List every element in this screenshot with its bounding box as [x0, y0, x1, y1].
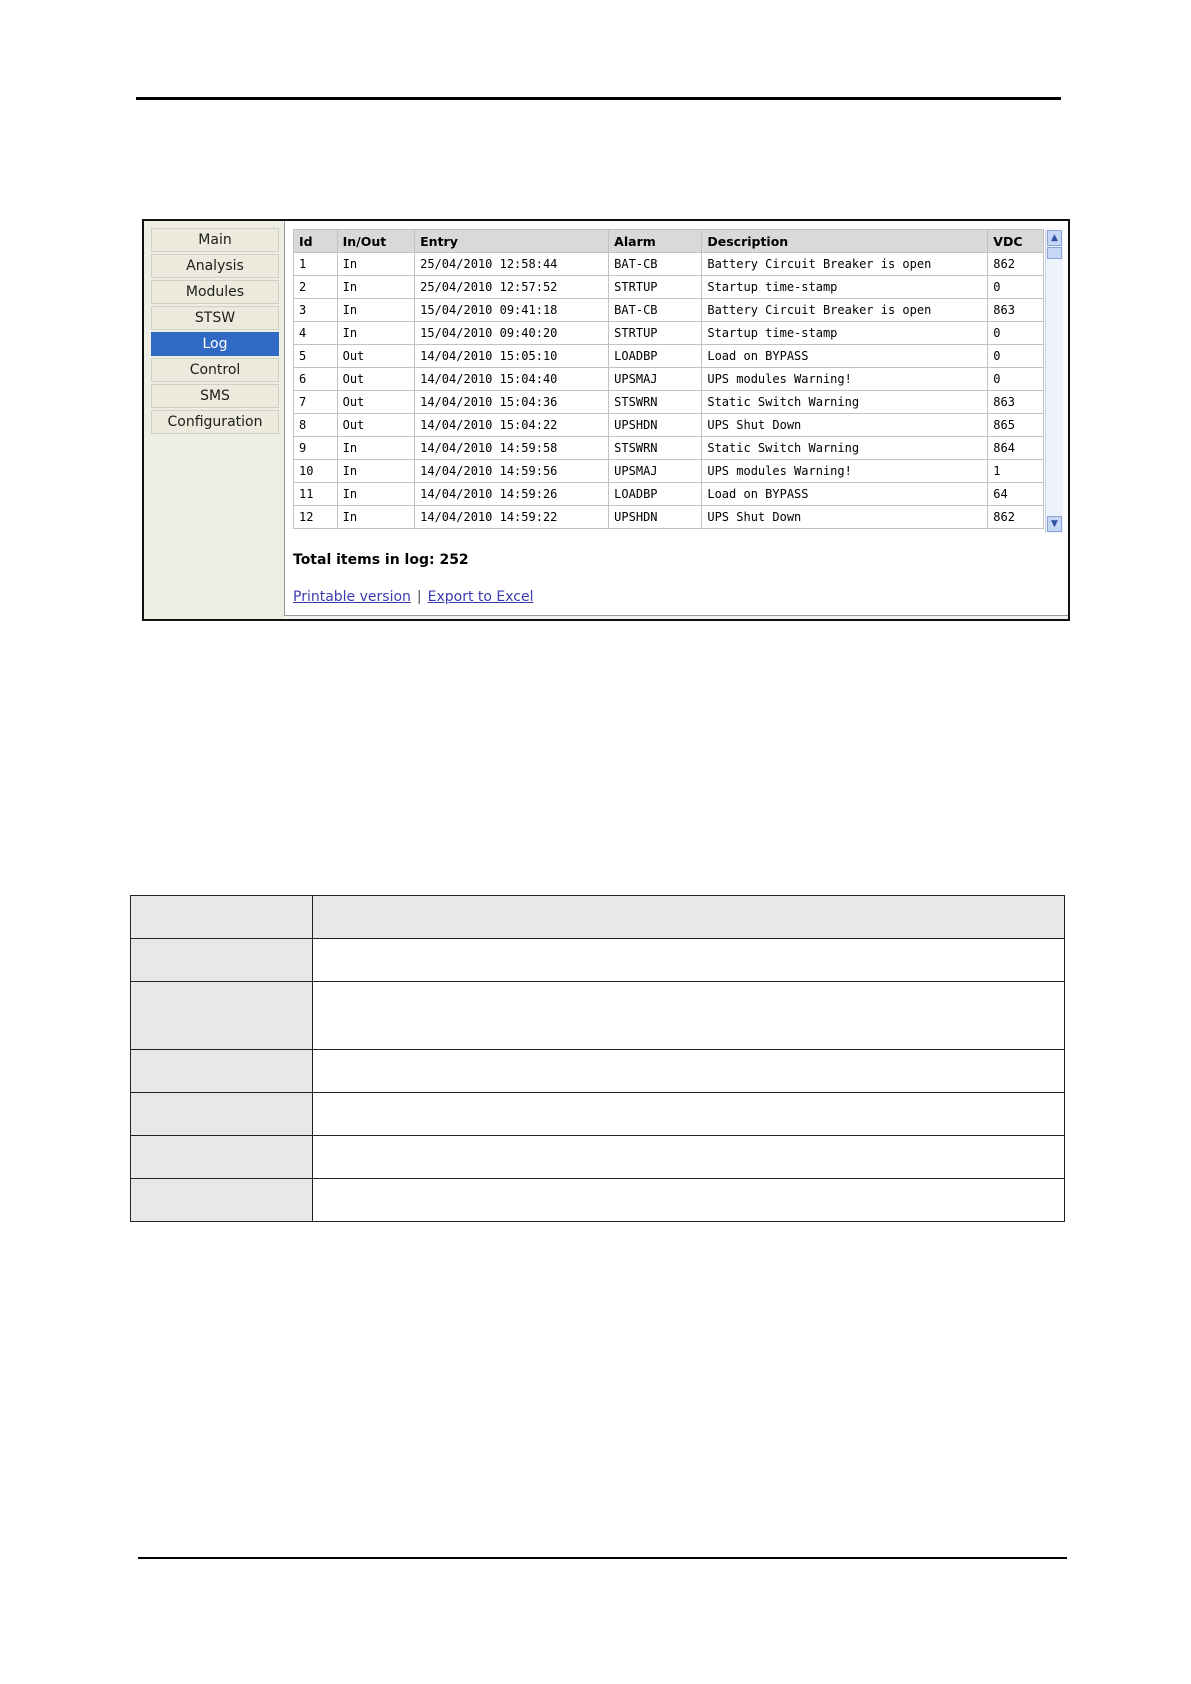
reference-table [130, 895, 1065, 1222]
cell-inout: Out [337, 414, 415, 437]
cell-description: UPS Shut Down [702, 414, 988, 437]
ups-web-interface-screenshot [142, 219, 1070, 621]
reference-cell [131, 1093, 313, 1136]
log-row[interactable] [294, 322, 1044, 345]
cell-description: Startup time-stamp [702, 322, 988, 345]
cell-id: 8 [294, 414, 338, 437]
cell-alarm: STRTUP [609, 276, 702, 299]
nav-item-analysis[interactable]: Analysis [151, 254, 279, 278]
cell-entry: 25/04/2010 12:58:44 [415, 253, 609, 276]
reference-cell [313, 896, 1065, 939]
scroll-thumb[interactable] [1047, 247, 1062, 259]
log-scrollbar[interactable] [1045, 230, 1063, 533]
log-row[interactable] [294, 253, 1044, 276]
cell-inout: Out [337, 345, 415, 368]
cell-vdc: 864 [988, 437, 1044, 460]
cell-id: 3 [294, 299, 338, 322]
nav-item-sms[interactable]: SMS [151, 384, 279, 408]
cell-vdc: 0 [988, 322, 1044, 345]
reference-cell [313, 1093, 1065, 1136]
cell-inout: In [337, 299, 415, 322]
cell-inout: In [337, 506, 415, 529]
cell-inout: In [337, 322, 415, 345]
cell-id: 10 [294, 460, 338, 483]
reference-table-header [131, 896, 1065, 939]
cell-inout: Out [337, 391, 415, 414]
log-row[interactable] [294, 414, 1044, 437]
reference-cell [313, 939, 1065, 982]
reference-cell [313, 1136, 1065, 1179]
cell-description: Battery Circuit Breaker is open [702, 299, 988, 322]
cell-alarm: UPSHDN [609, 506, 702, 529]
log-row[interactable] [294, 506, 1044, 529]
nav-item-log[interactable]: Log [151, 332, 279, 356]
cell-alarm: LOADBP [609, 483, 702, 506]
col-header-id[interactable]: Id [294, 230, 338, 253]
log-row[interactable] [294, 391, 1044, 414]
reference-cell [131, 982, 313, 1050]
cell-vdc: 863 [988, 391, 1044, 414]
col-header-entry[interactable]: Entry [415, 230, 609, 253]
cell-inout: Out [337, 368, 415, 391]
cell-id: 7 [294, 391, 338, 414]
cell-inout: In [337, 483, 415, 506]
nav-item-control[interactable]: Control [151, 358, 279, 382]
log-row[interactable] [294, 276, 1044, 299]
cell-id: 11 [294, 483, 338, 506]
cell-description: Static Switch Warning [702, 391, 988, 414]
log-row[interactable] [294, 368, 1044, 391]
cell-description: Startup time-stamp [702, 276, 988, 299]
cell-inout: In [337, 460, 415, 483]
reference-cell [131, 1050, 313, 1093]
reference-cell [313, 1050, 1065, 1093]
reference-table-row [131, 1179, 1065, 1222]
log-total-count: Total items in log: 252 [293, 552, 469, 568]
log-table-viewport [144, 221, 1044, 529]
cell-vdc: 0 [988, 345, 1044, 368]
cell-entry: 25/04/2010 12:57:52 [415, 276, 609, 299]
log-links [293, 589, 534, 605]
cell-description: UPS modules Warning! [702, 460, 988, 483]
status-bar [284, 615, 1070, 620]
cell-entry: 14/04/2010 14:59:22 [415, 506, 609, 529]
cell-alarm: UPSMAJ [609, 460, 702, 483]
nav-item-stsw[interactable]: STSW [151, 306, 279, 330]
cell-alarm: STSWRN [609, 437, 702, 460]
log-table-body [294, 253, 1044, 529]
cell-entry: 14/04/2010 15:04:36 [415, 391, 609, 414]
cell-entry: 14/04/2010 15:04:22 [415, 414, 609, 437]
reference-cell [131, 1136, 313, 1179]
col-header-inout[interactable]: In/Out [337, 230, 415, 253]
cell-id: 12 [294, 506, 338, 529]
cell-entry: 15/04/2010 09:40:20 [415, 322, 609, 345]
col-header-alarm[interactable]: Alarm [609, 230, 702, 253]
cell-id: 5 [294, 345, 338, 368]
cell-inout: In [337, 276, 415, 299]
cell-vdc: 1 [988, 460, 1044, 483]
header-rule [136, 97, 1061, 100]
log-row[interactable] [294, 437, 1044, 460]
col-header-vdc[interactable]: VDC [988, 230, 1044, 253]
log-table [293, 229, 1044, 529]
reference-table-row [131, 939, 1065, 982]
reference-cell [313, 982, 1065, 1050]
cell-entry: 14/04/2010 14:59:56 [415, 460, 609, 483]
reference-cell [131, 939, 313, 982]
nav-item-configuration[interactable]: Configuration [151, 410, 279, 434]
cell-description: Load on BYPASS [702, 483, 988, 506]
cell-vdc: 0 [988, 276, 1044, 299]
scroll-up-icon[interactable]: ▲ [1047, 230, 1062, 246]
nav-item-modules[interactable]: Modules [151, 280, 279, 304]
log-row[interactable] [294, 483, 1044, 506]
cell-entry: 15/04/2010 09:41:18 [415, 299, 609, 322]
cell-id: 6 [294, 368, 338, 391]
cell-alarm: STRTUP [609, 322, 702, 345]
cell-inout: In [337, 253, 415, 276]
cell-inout: In [337, 437, 415, 460]
link-separator: | [416, 589, 422, 605]
nav-item-main[interactable]: Main [151, 228, 279, 252]
cell-description: UPS Shut Down [702, 506, 988, 529]
cell-vdc: 64 [988, 483, 1044, 506]
cell-entry: 14/04/2010 15:04:40 [415, 368, 609, 391]
reference-cell [313, 1179, 1065, 1222]
reference-table-row [131, 982, 1065, 1050]
cell-id: 9 [294, 437, 338, 460]
export-excel-link[interactable]: Export to Excel [427, 589, 534, 605]
log-row[interactable] [294, 299, 1044, 322]
cell-alarm: BAT-CB [609, 253, 702, 276]
cell-id: 1 [294, 253, 338, 276]
cell-alarm: UPSMAJ [609, 368, 702, 391]
reference-cell [131, 896, 313, 939]
cell-vdc: 863 [988, 299, 1044, 322]
log-table-header [294, 230, 1044, 253]
cell-vdc: 865 [988, 414, 1044, 437]
scroll-down-icon[interactable]: ▼ [1047, 516, 1062, 532]
col-header-description[interactable]: Description [702, 230, 988, 253]
log-row[interactable] [294, 345, 1044, 368]
cell-vdc: 862 [988, 253, 1044, 276]
cell-entry: 14/04/2010 14:59:26 [415, 483, 609, 506]
cell-entry: 14/04/2010 14:59:58 [415, 437, 609, 460]
cell-description: Battery Circuit Breaker is open [702, 253, 988, 276]
cell-vdc: 0 [988, 368, 1044, 391]
cell-description: UPS modules Warning! [702, 368, 988, 391]
cell-id: 2 [294, 276, 338, 299]
reference-table-row [131, 1050, 1065, 1093]
reference-table-row [131, 1093, 1065, 1136]
cell-description: Load on BYPASS [702, 345, 988, 368]
printable-version-link[interactable]: Printable version [293, 589, 411, 605]
log-row[interactable] [294, 460, 1044, 483]
cell-entry: 14/04/2010 15:05:10 [415, 345, 609, 368]
cell-alarm: UPSHDN [609, 414, 702, 437]
footer-rule [138, 1557, 1067, 1559]
cell-alarm: STSWRN [609, 391, 702, 414]
reference-cell [131, 1179, 313, 1222]
reference-table-row [131, 1136, 1065, 1179]
cell-id: 4 [294, 322, 338, 345]
cell-alarm: BAT-CB [609, 299, 702, 322]
cell-alarm: LOADBP [609, 345, 702, 368]
cell-description: Static Switch Warning [702, 437, 988, 460]
cell-vdc: 862 [988, 506, 1044, 529]
